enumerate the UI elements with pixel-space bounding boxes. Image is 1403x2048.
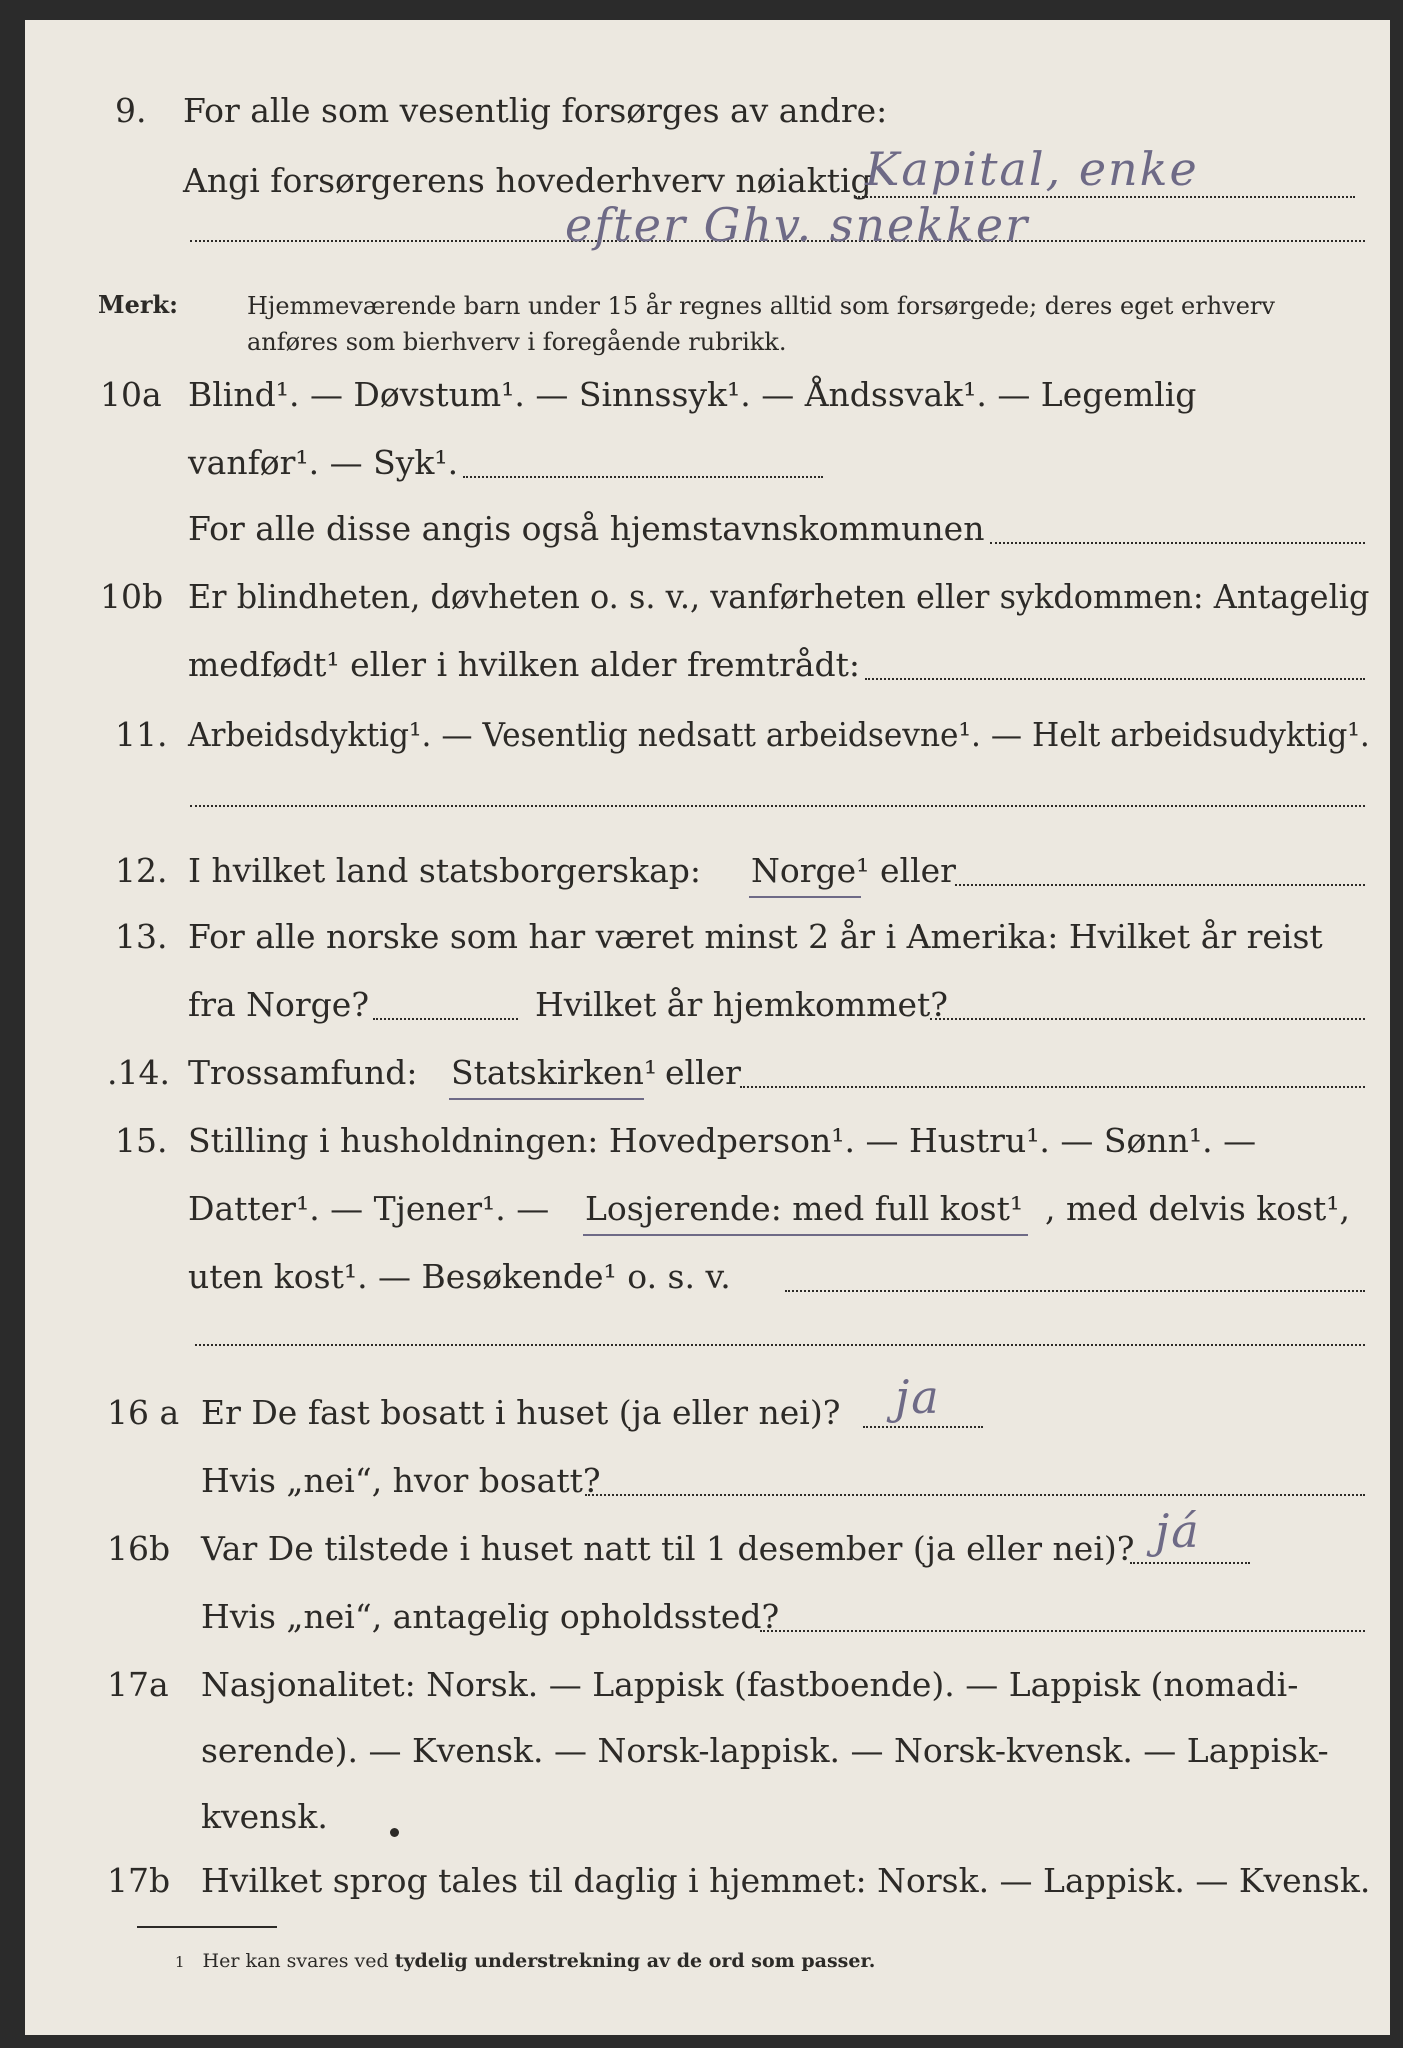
q9-text-1: For alle som vesentlig forsørges av andre: (183, 91, 888, 130)
q10a-text-1: Blind¹. — Døvstum¹. — Sinnssyk¹. — Åndssvak¹. — Legemlig (188, 375, 1197, 414)
q15-text-3: uten kost¹. — Besøkende¹ o. s. v. (188, 1257, 731, 1296)
q10b-text-1: Er blindheten, døvheten o. s. v., vanførheten eller sykdommen: Antagelig (188, 577, 1370, 616)
q17b-line1 (25, 1856, 1390, 1906)
q10a-hometown-line[interactable] (990, 542, 1365, 544)
q11-number: 11. (115, 715, 168, 754)
q15-underline-mark (583, 1234, 1028, 1236)
q15-option-losjerende-full-kost[interactable]: Losjerende: med full kost¹ (585, 1189, 1024, 1228)
q17a-text-2: serende). — Kvensk. — Norsk-lappisk. — Norsk-kvensk. — Lappisk- (201, 1731, 1329, 1770)
q15-line3 (25, 1252, 1390, 1302)
q12-or: eller (880, 851, 956, 890)
q15-number: 15. (115, 1121, 168, 1160)
q12-underline-mark (749, 896, 861, 898)
q17a-line2 (25, 1726, 1390, 1776)
q15-line2 (25, 1184, 1390, 1234)
q10a-line1 (25, 370, 1390, 420)
q15-text-2a: Datter¹. — Tjener¹. — (188, 1189, 550, 1228)
q15-text-2c: , med delvis kost¹, (1045, 1189, 1351, 1228)
q12-option-norge[interactable]: Norge¹ (751, 851, 870, 890)
q16b-answer-line[interactable] (1130, 1562, 1250, 1564)
footnote (175, 1950, 875, 1972)
q13-emigrated-year-line[interactable] (373, 1018, 518, 1020)
q12-line1 (25, 846, 1390, 896)
q10b-line1 (25, 572, 1390, 622)
q16a-text-2: Hvis „nei“, hvor bosatt? (201, 1461, 601, 1500)
q16b-number: 16b (107, 1529, 171, 1568)
q14-text: Trossamfund: (188, 1053, 418, 1092)
q10a-text-2: vanfør¹. — Syk¹. (188, 443, 459, 482)
q17b-text: Hvilket sprog tales til daglig i hjemmet: Norsk. — Lappisk. — Kvensk. (201, 1861, 1371, 1900)
q13-line1 (25, 912, 1390, 962)
q9-handwritten-answer-1: Kapital, enke (865, 142, 1199, 196)
q16b-location-line[interactable] (760, 1630, 1365, 1632)
q14-or: eller (665, 1053, 741, 1092)
q9-handwritten-answer-2: efter Ghv. snekker (565, 198, 1030, 252)
q11-text: Arbeidsdyktig¹. — Vesentlig nedsatt arbeidsevne¹. — Helt arbeidsudyktig¹. (188, 715, 1370, 754)
q12-number: 12. (115, 851, 168, 890)
q16a-handwritten-answer: ja (895, 1370, 941, 1424)
q13-text-2b: Hvilket år hjemkommet? (535, 985, 948, 1024)
q14-underline-mark (449, 1098, 644, 1100)
q17a-line1 (25, 1660, 1390, 1710)
ink-dot (390, 1828, 399, 1837)
footnote-text-b: tydelig understrekning av de ord som passer. (394, 1950, 876, 1972)
q13-returned-year-line[interactable] (930, 1018, 1365, 1020)
q9-text-2: Angi forsørgerens hovederhverv nøiaktig (183, 161, 872, 200)
q10b-line2 (25, 640, 1390, 690)
q15-answer-line-2[interactable] (195, 1344, 1365, 1346)
q10b-number: 10b (100, 577, 164, 616)
q10b-answer-line[interactable] (865, 678, 1365, 680)
q10b-text-2: medfødt¹ eller i hvilken alder fremtrådt: (188, 645, 861, 684)
footnote-mark: 1 (175, 1953, 185, 1971)
q16b-text-2: Hvis „nei“, antagelig opholdssted? (201, 1597, 780, 1636)
q12-text: I hvilket land statsborgerskap: (188, 851, 702, 890)
q16a-answer-line[interactable] (863, 1426, 983, 1428)
q14-line1 (25, 1048, 1390, 1098)
q11-answer-line[interactable] (190, 805, 1365, 807)
q13-line2 (25, 980, 1390, 1030)
footnote-rule (137, 1926, 277, 1928)
q16b-line2 (25, 1592, 1390, 1642)
q10a-line3 (25, 504, 1390, 554)
q9-line1 (25, 86, 1390, 136)
q10a-text-3: For alle disse angis også hjemstavnskommunen (188, 509, 985, 548)
q13-number: 13. (115, 917, 168, 956)
q13-text-2a: fra Norge? (188, 985, 370, 1024)
q15-line1 (25, 1116, 1390, 1166)
q10a-number: 10a (100, 375, 162, 414)
q11-line1 (25, 710, 1390, 760)
q14-number: .14. (107, 1053, 170, 1092)
q13-text-1: For alle norske som har været minst 2 år i Amerika: Hvilket år reist (188, 917, 1323, 956)
q16a-line1 (25, 1388, 1390, 1438)
q12-answer-line[interactable] (955, 884, 1365, 886)
q15-answer-line[interactable] (785, 1290, 1365, 1292)
q10a-answer-line[interactable] (463, 476, 823, 478)
census-form-page (25, 20, 1390, 2035)
q16a-residence-line[interactable] (585, 1494, 1365, 1496)
q9-number: 9. (115, 91, 147, 130)
q16a-text-1: Er De fast bosatt i huset (ja eller nei)? (201, 1393, 841, 1432)
q17a-text-3: kvensk. (201, 1797, 328, 1836)
footnote-text-a: Her kan svares ved (202, 1950, 395, 1972)
q10a-line2 (25, 438, 1390, 488)
note-label: Merk: (98, 290, 178, 319)
q17b-number: 17b (107, 1861, 171, 1900)
note-text: Hjemmeværende barn under 15 år regnes alltid som forsørgede; deres eget erhverv anføres som bierhverv i foregående rubrikk. (247, 292, 1275, 356)
q15-text-1: Stilling i husholdningen: Hovedperson¹. — Hustru¹. — Sønn¹. — (188, 1121, 1257, 1160)
q17a-line3 (25, 1792, 1390, 1842)
q16a-line2 (25, 1456, 1390, 1506)
q17a-number: 17a (107, 1665, 169, 1704)
q16a-number: 16 a (107, 1393, 180, 1432)
q16b-handwritten-answer: já (1155, 1504, 1201, 1558)
q16b-text-1: Var De tilstede i huset natt til 1 desember (ja eller nei)? (201, 1529, 1135, 1568)
q17a-text-1: Nasjonalitet: Norsk. — Lappisk (fastboende). — Lappisk (nomadi- (201, 1665, 1299, 1704)
q14-answer-line[interactable] (740, 1086, 1365, 1088)
q14-option-statskirken[interactable]: Statskirken¹ (451, 1053, 658, 1092)
